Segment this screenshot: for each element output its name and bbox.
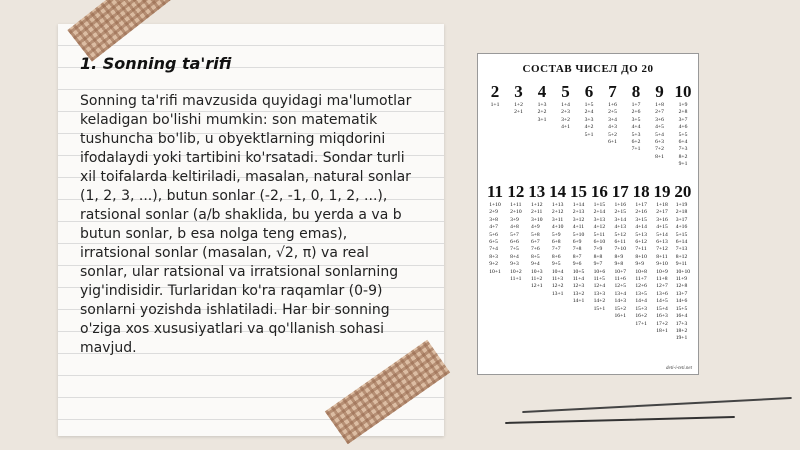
addition-item: 2+15 [614,209,627,216]
addition-item: 12+5 [614,283,627,290]
addition-item: 7+8 [572,246,582,253]
addition-item: 8+2 [678,153,688,160]
addition-item: 10+3 [530,268,543,275]
addition-item: 2+7 [655,109,664,116]
addition-item: 3+10 [530,216,543,223]
addition-item: 1+19 [675,202,688,208]
addition-item: 7+11 [635,246,647,253]
addition-item: 3+14 [614,216,627,223]
number-column [486,82,504,169]
addition-item: 14+2 [593,298,606,305]
table-credit: deti-i-teti.net [666,366,692,371]
addition-item: 4+8 [510,224,519,231]
addition-list [676,202,690,343]
addition-item: 2+8 [678,109,688,116]
addition-item: 11+5 [593,276,605,283]
addition-item: 2+18 [675,209,688,216]
addition-item: 1+17 [635,202,647,208]
addition-list [538,102,547,124]
addition-item: 19+1 [675,335,688,342]
addition-item: 3+15 [635,216,647,223]
addition-item: 14+5 [656,298,668,305]
addition-item: 5+7 [510,231,519,238]
addition-item: 12+3 [572,283,585,290]
addition-item: 16+3 [656,313,668,320]
number-heading: 13 [528,182,546,201]
number-column [674,82,692,169]
addition-list [632,102,641,154]
addition-item: 2+1 [514,109,523,116]
addition-item: 6+6 [510,239,519,246]
addition-item: 14+1 [572,298,585,305]
addition-item: 16+2 [635,313,647,320]
addition-item: 11+4 [572,276,585,283]
addition-item: 1+9 [678,102,688,108]
number-column [570,182,588,343]
decorative-stroke [505,416,735,424]
addition-item: 1+1 [490,102,500,108]
number-column [590,182,608,343]
addition-list [531,202,543,291]
addition-item: 3+4 [608,116,617,123]
addition-item: 3+11 [551,216,564,223]
addition-item: 9+9 [635,261,645,268]
number-column [557,82,575,169]
addition-item: 2+14 [593,209,606,216]
addition-item: 4+7 [489,224,498,231]
addition-item: 2+6 [631,109,641,116]
addition-item: 8+7 [572,253,582,260]
addition-item: 5+1 [584,131,594,138]
addition-item: 8+4 [510,253,519,260]
number-heading: 17 [611,182,629,201]
addition-item: 6+9 [572,239,582,246]
addition-item: 3+12 [572,216,585,223]
addition-item: 8+8 [593,253,603,260]
addition-item: 6+12 [635,239,647,246]
addition-item: 9+6 [572,261,582,268]
addition-item: 9+8 [614,261,624,268]
addition-list [491,102,500,109]
addition-item: 1+15 [593,202,606,208]
addition-item: 9+5 [551,261,561,268]
addition-item: 14+4 [635,298,647,305]
addition-item: 2+16 [635,209,647,216]
addition-item: 4+6 [678,124,688,131]
addition-item: 12+7 [656,283,668,290]
number-heading: 4 [537,82,547,101]
addition-item: 6+2 [631,139,641,146]
addition-item: 6+7 [530,239,540,246]
addition-item: 15+4 [656,305,668,312]
addition-item: 1+8 [655,102,664,108]
addition-item: 7+1 [631,146,641,153]
addition-item: 4+5 [655,124,664,131]
addition-item: 13+6 [656,290,668,297]
addition-list [608,102,617,146]
addition-item: 4+1 [561,124,570,131]
addition-item: 1+12 [530,202,543,208]
addition-item: 11+3 [551,276,564,283]
addition-item: 10+4 [551,268,564,275]
number-column [528,182,546,343]
addition-item: 12+6 [635,283,647,290]
addition-item: 10+1 [489,268,501,275]
addition-item: 5+14 [656,231,668,238]
addition-item: 8+5 [530,253,540,260]
addition-item: 3+2 [561,116,570,123]
addition-item: 8+11 [656,253,668,260]
addition-item: 7+5 [510,246,519,253]
addition-item: 18+1 [656,327,668,334]
addition-list [489,202,501,276]
number-heading: 11 [486,182,504,201]
addition-item: 13+7 [675,290,688,297]
addition-item: 5+15 [675,231,688,238]
table-top-row [486,82,692,169]
addition-item: 4+2 [584,124,594,131]
number-column [549,182,567,343]
addition-item: 6+3 [655,139,664,146]
addition-item: 3+7 [678,116,688,123]
addition-item: 2+5 [608,109,617,116]
addition-item: 13+2 [572,290,585,297]
addition-list [510,202,522,283]
addition-item: 9+7 [593,261,603,268]
addition-list [614,202,626,321]
addition-item: 13+1 [551,290,564,297]
addition-item: 4+15 [656,224,668,231]
addition-item: 4+9 [530,224,540,231]
number-column [632,182,650,343]
number-heading: 18 [632,182,650,201]
decorative-stroke [522,397,792,413]
addition-item: 12+4 [593,283,606,290]
addition-item: 5+10 [572,231,585,238]
addition-item: 11+7 [635,276,647,283]
addition-item: 2+13 [572,209,585,216]
addition-item: 4+4 [631,124,641,131]
addition-item: 3+3 [584,116,594,123]
addition-item: 10+6 [593,268,606,275]
number-column [507,182,525,343]
addition-item: 12+8 [675,283,688,290]
addition-item: 3+1 [537,116,547,123]
addition-item: 4+12 [593,224,606,231]
addition-list [655,102,664,161]
number-heading: 6 [584,82,594,101]
slide-title: 1. Sonning ta'rifi [80,54,232,73]
slide-body-text: Sonning ta'rifi mavzusida quyidagi ma'lumotlar keladigan bo'lishi mumkin: son matematik tushuncha bo'lib, u obyektlarning miqdorini ifodalaydi yoki tartibini ko'rsatadi. Sondar turli xil toifalarda keltiriladi, masalan, natural sonlar (1, 2, 3, ...), butun sonlar (-2, -1, 0, 1, 2, ...), ratsional sonlar (a/b shaklida, bu yerda a va b butun sonlar, b esa nolga teng emas), irratsional sonlar (masalan, √2, π) va real sonlar, ular ratsional va irratsional sonlarning yig'indisidir. Turlaridan ko'ra raqamlar (0-9) sonlarni yozishda ishlatiladi. Har bir sonning o'ziga xos xususiyatlari va qo'llanish sohasi mavjud. [80,93,412,356]
addition-item: 7+2 [655,146,664,153]
number-heading: 16 [590,182,608,201]
addition-item: 15+5 [675,305,688,312]
addition-item: 5+11 [593,231,605,238]
addition-item: 10+9 [656,268,668,275]
addition-item: 6+13 [656,239,668,246]
addition-list [656,202,668,335]
addition-item: 6+5 [489,239,498,246]
addition-list [635,202,647,328]
addition-item: 2+10 [510,209,522,216]
addition-item: 15+1 [593,305,606,312]
table-bottom-row [486,182,692,343]
number-composition-table-image [477,53,699,375]
addition-item: 1+18 [656,202,668,208]
number-column [580,82,598,169]
number-column [533,82,551,169]
number-heading: 2 [490,82,500,101]
addition-item: 13+5 [635,290,647,297]
addition-list [552,202,564,298]
addition-item: 7+13 [675,246,688,253]
addition-item: 9+1 [678,161,688,168]
addition-item: 17+2 [656,320,668,327]
addition-list [561,102,570,132]
addition-item: 9+2 [489,261,498,268]
number-column [486,182,504,343]
addition-item: 4+16 [675,224,688,231]
addition-item: 8+9 [614,253,624,260]
addition-item: 7+10 [614,246,627,253]
addition-item: 1+10 [489,202,501,208]
addition-item: 7+3 [678,146,688,153]
number-column [611,182,629,343]
addition-list [679,102,688,169]
addition-item: 2+9 [489,209,498,216]
addition-list [573,202,585,306]
addition-item: 3+9 [510,216,519,223]
number-column [627,82,645,169]
number-heading: 10 [674,82,692,101]
number-heading: 5 [561,82,570,101]
addition-item: 1+6 [608,102,617,108]
addition-item: 2+11 [530,209,543,216]
number-heading: 14 [549,182,567,201]
number-heading: 19 [653,182,671,201]
addition-item: 5+2 [608,131,617,138]
addition-item: 1+4 [561,102,570,108]
addition-item: 14+3 [614,298,627,305]
addition-item: 7+4 [489,246,498,253]
addition-item: 9+3 [510,261,519,268]
addition-item: 10+8 [635,268,647,275]
addition-item: 7+12 [656,246,668,253]
addition-item: 13+4 [614,290,627,297]
addition-item: 15+3 [635,305,647,312]
addition-item: 5+6 [489,231,498,238]
addition-item: 11+1 [510,276,522,283]
addition-item: 7+6 [530,246,540,253]
number-column [604,82,622,169]
number-column [510,82,528,169]
addition-item: 2+4 [584,109,594,116]
addition-item: 2+17 [656,209,668,216]
addition-list [514,102,523,117]
addition-item: 4+11 [572,224,585,231]
addition-item: 6+4 [678,139,688,146]
addition-item: 9+11 [675,261,688,268]
addition-item: 5+3 [631,131,641,138]
number-column [674,182,692,343]
addition-item: 5+5 [678,131,688,138]
addition-item: 3+17 [675,216,688,223]
addition-item: 5+4 [655,131,664,138]
addition-item: 12+2 [551,283,564,290]
number-heading: 12 [507,182,525,201]
addition-item: 5+13 [635,231,647,238]
addition-item: 8+12 [675,253,688,260]
addition-item: 3+5 [631,116,641,123]
addition-item: 11+9 [675,276,688,283]
addition-item: 11+6 [614,276,626,283]
addition-item: 7+9 [593,246,603,253]
addition-item: 1+14 [572,202,585,208]
addition-item: 6+8 [551,239,561,246]
addition-item: 4+10 [551,224,564,231]
addition-item: 17+3 [675,320,688,327]
addition-item: 3+16 [656,216,668,223]
addition-item: 8+10 [635,253,647,260]
addition-item: 9+4 [530,261,540,268]
table-title: СОСТАВ ЧИСЕЛ ДО 20 [522,63,654,75]
addition-item: 3+8 [489,216,498,223]
addition-item: 16+1 [614,313,627,320]
addition-item: 3+6 [655,116,664,123]
addition-item: 6+14 [675,239,688,246]
addition-item: 12+1 [530,283,543,290]
addition-item: 6+11 [614,239,626,246]
addition-list [594,202,606,313]
number-heading: 9 [655,82,664,101]
addition-item: 13+3 [593,290,606,297]
addition-item: 1+11 [510,202,522,208]
addition-item: 8+6 [551,253,561,260]
addition-item: 3+13 [593,216,606,223]
number-heading: 8 [631,82,641,101]
addition-item: 18+2 [675,327,688,334]
addition-item: 11+8 [656,276,668,283]
addition-item: 10+5 [572,268,585,275]
addition-item: 15+2 [614,305,627,312]
addition-item: 4+14 [635,224,647,231]
addition-item: 9+10 [656,261,668,268]
addition-item: 10+2 [510,268,522,275]
addition-item: 6+10 [593,239,606,246]
number-heading: 20 [674,182,692,201]
addition-item: 1+7 [631,102,641,108]
number-heading: 15 [570,182,587,201]
addition-item: 8+1 [655,153,664,160]
addition-item: 5+12 [614,231,627,238]
addition-item: 4+13 [614,224,627,231]
addition-item: 1+13 [551,202,564,208]
addition-item: 4+3 [608,124,617,131]
addition-item: 1+5 [584,102,594,108]
addition-item: 1+3 [537,102,547,108]
addition-list [585,102,594,139]
addition-item: 2+2 [537,109,547,116]
addition-item: 7+7 [551,246,561,253]
addition-item: 11+2 [530,276,543,283]
addition-item: 8+3 [489,253,498,260]
addition-item: 10+10 [675,268,691,275]
addition-item: 17+1 [635,320,647,327]
number-heading: 3 [514,82,523,101]
number-column [651,82,669,169]
number-heading: 7 [608,82,617,101]
addition-item: 2+12 [551,209,564,216]
addition-item: 5+9 [551,231,561,238]
number-column [653,182,671,343]
addition-item: 1+16 [614,202,627,208]
addition-item: 16+4 [675,313,688,320]
addition-item: 1+2 [514,102,523,108]
addition-item: 14+6 [675,298,688,305]
addition-item: 2+3 [561,109,570,116]
addition-item: 10+7 [614,268,627,275]
addition-item: 5+8 [530,231,540,238]
addition-item: 6+1 [608,139,617,146]
